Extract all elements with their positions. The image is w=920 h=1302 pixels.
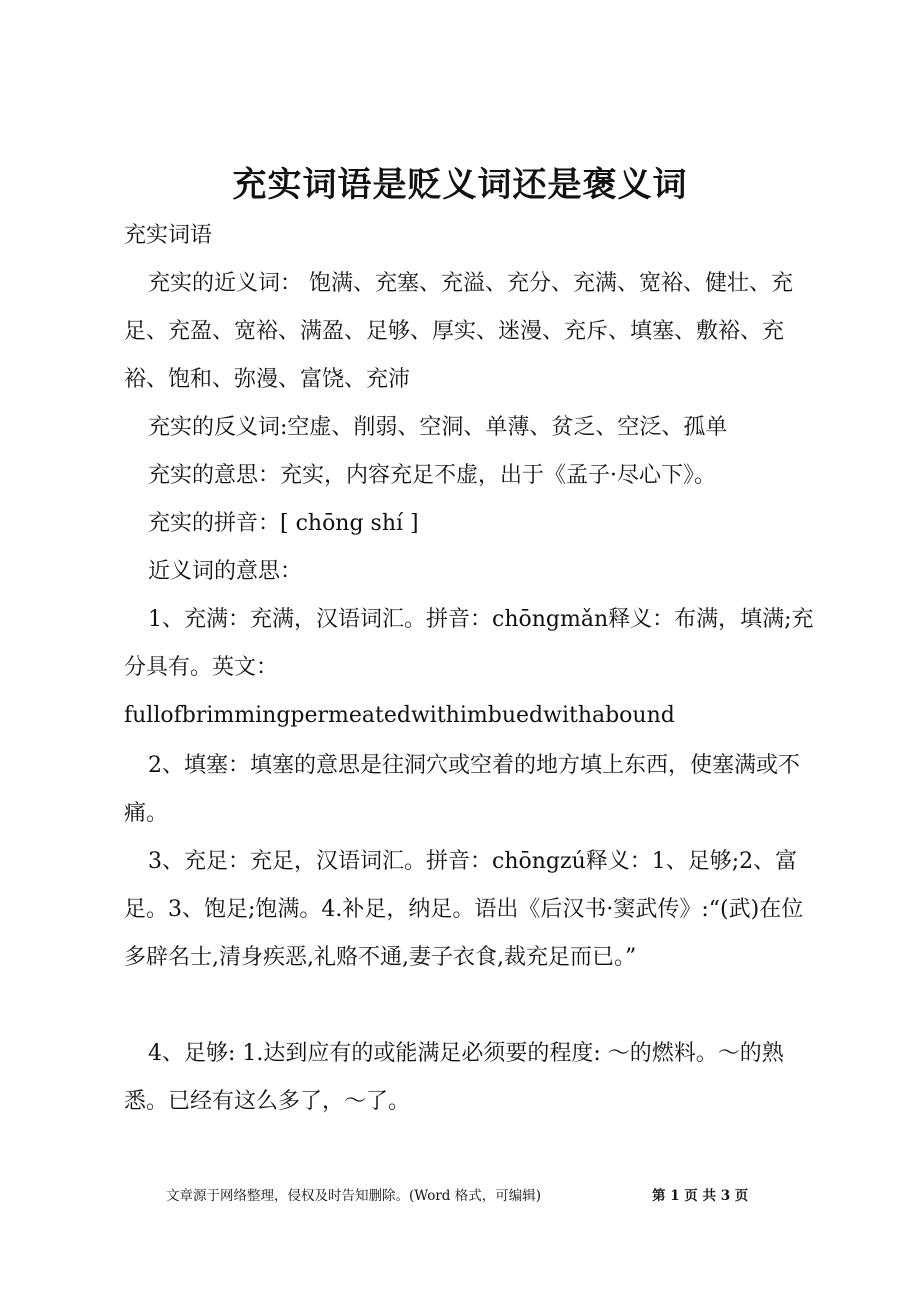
- paragraph-antonyms: 充实的反义词:空虚、削弱、空洞、单薄、贫乏、空泛、孤单: [148, 415, 728, 440]
- paragraph-item-1: 1、充满：充满，汉语词汇。拼音：chōngmǎn释义：布满，填满;充分具有。英文：: [124, 607, 814, 680]
- footer-note: 文章源于网络整理，侵权及时告知删除。(Word 格式，可编辑): [166, 1188, 542, 1204]
- paragraph-item-3: 3、充足：充足，汉语词汇。拼音：chōngzú释义：1、足够;2、富足。3、饱足;饱满。4.补足，纳足。语出《后汉书·窦武传》:“(武)在位多辟名士,清身疾恶,礼赂不通,妻子衣食,裁充足而已。”: [124, 849, 804, 970]
- paragraph-meaning: 充实的意思：充实，内容充足不虚，出于《孟子·尽心下》。: [148, 463, 716, 488]
- paragraph-item-2: 2、填塞：填塞的意思是往洞穴或空着的地方填上东西，使塞满或不痛。: [124, 753, 800, 826]
- paragraph-item-4: 4、足够: 1.达到应有的或能满足必须要的程度: ～的燃料。～的熟悉。已经有这么多了，～了。: [124, 1041, 784, 1114]
- footer-page-number: 第 1 页 共 3 页: [652, 1188, 749, 1204]
- paragraph-synonyms: 充实的近义词： 饱满、充塞、充溢、充分、充满、宽裕、健壮、充足、充盈、宽裕、满盈、足够、厚实、迷漫、充斥、填塞、敷裕、充裕、饱和、弥漫、富饶、充沛: [124, 271, 793, 392]
- paragraph-synonym-meanings-heading: 近义词的意思：: [148, 559, 303, 584]
- paragraph-item-1-english: fullofbrimmingpermeatedwithimbuedwithabound: [124, 703, 675, 728]
- document-title: 充实词语是贬义词还是褒义词: [232, 165, 688, 205]
- section-heading: 充实词语: [124, 223, 213, 248]
- paragraph-pinyin: 充实的拼音：[ chōng shí ]: [148, 511, 419, 536]
